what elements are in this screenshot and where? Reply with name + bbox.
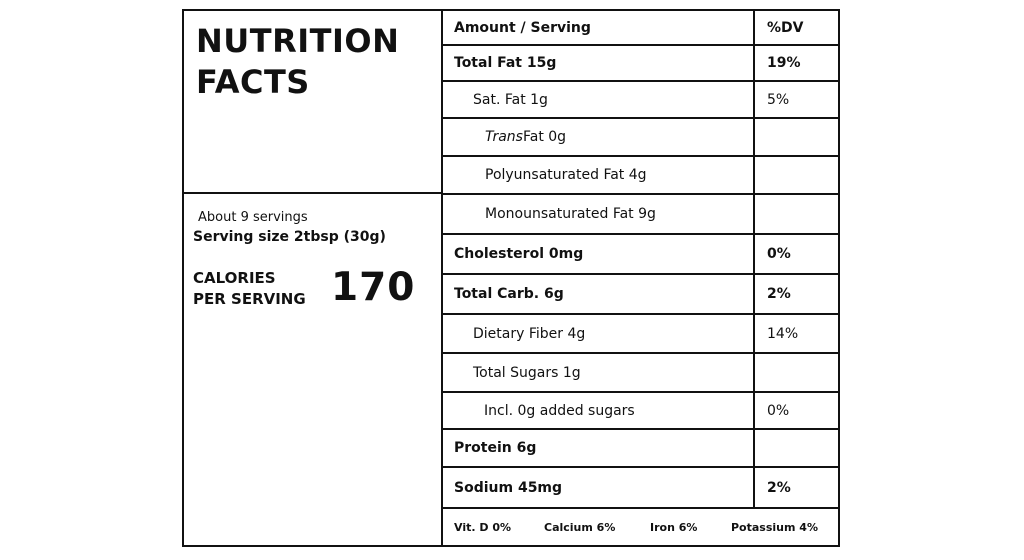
nutrient-name: Polyunsaturated Fat 4g	[443, 157, 755, 193]
nutrient-name: Monounsaturated Fat 9g	[443, 195, 755, 233]
header-amount-serving: Amount / Serving	[443, 11, 755, 44]
serving-size: Serving size 2tbsp (30g)	[193, 229, 386, 245]
calories-label	[193, 268, 306, 310]
calcium: Calcium 6%	[544, 520, 616, 534]
nutrient-name: Total Sugars 1g	[443, 354, 755, 391]
nutrient-dv	[755, 195, 838, 233]
table-row	[443, 468, 838, 509]
nutrient-name: Sat. Fat 1g	[443, 82, 755, 117]
trans-italic-text: Trans	[485, 129, 523, 145]
nutrient-dv	[755, 119, 838, 155]
table-row	[443, 82, 838, 119]
table-row	[443, 430, 838, 468]
header-dv: %DV	[767, 19, 804, 36]
label-left-panel	[184, 11, 443, 545]
table-row	[443, 275, 838, 315]
nutrient-dv: 2%	[767, 479, 791, 496]
table-row	[443, 195, 838, 235]
table-row	[443, 46, 838, 82]
label-title	[196, 21, 399, 103]
nutrient-name: Protein 6g	[443, 430, 755, 466]
nutrient-name: Total Carb. 6g	[443, 275, 755, 313]
table-row	[443, 119, 838, 157]
nutrient-dv: 2%	[767, 286, 791, 302]
nutrient-dv: 19%	[767, 55, 801, 71]
potassium: Potassium 4%	[731, 520, 818, 534]
table-row	[443, 354, 838, 393]
table-row	[443, 315, 838, 354]
table-header-row	[443, 11, 838, 46]
title-box	[184, 11, 441, 194]
nutrient-dv	[755, 157, 838, 193]
nutrient-name: Sodium 45mg	[443, 468, 755, 507]
nutrient-name: Cholesterol 0mg	[443, 235, 755, 273]
servings-per-container: About 9 servings	[198, 210, 308, 225]
nutrient-dv	[755, 430, 838, 466]
nutrient-table	[443, 11, 838, 545]
table-row	[443, 157, 838, 195]
nutrient-dv: 0%	[767, 402, 790, 419]
vitamin-d: Vit. D 0%	[454, 520, 511, 534]
title-line-1: NUTRITION	[196, 22, 400, 60]
nutrient-dv: 0%	[767, 246, 791, 262]
nutrient-dv: 5%	[767, 91, 790, 108]
iron: Iron 6%	[650, 520, 698, 534]
calories-value: 170	[331, 265, 416, 310]
nutrient-name: Dietary Fiber 4g	[443, 315, 755, 352]
table-row	[443, 393, 838, 430]
table-row	[443, 235, 838, 275]
calories-label-line-2: PER SERVING	[193, 290, 306, 308]
nutrition-facts-label	[182, 9, 840, 547]
nutrient-dv	[755, 354, 838, 391]
nutrient-dv: 14%	[767, 325, 799, 342]
vitamins-minerals-row	[443, 509, 838, 545]
calories-label-line-1: CALORIES	[193, 269, 276, 287]
trans-fat-text: Fat 0g	[522, 129, 567, 145]
nutrient-name: Total Fat 15g	[443, 46, 755, 80]
nutrient-name: Incl. 0g added sugars	[443, 393, 755, 428]
title-line-2: FACTS	[196, 63, 310, 101]
nutrient-name	[443, 119, 755, 155]
